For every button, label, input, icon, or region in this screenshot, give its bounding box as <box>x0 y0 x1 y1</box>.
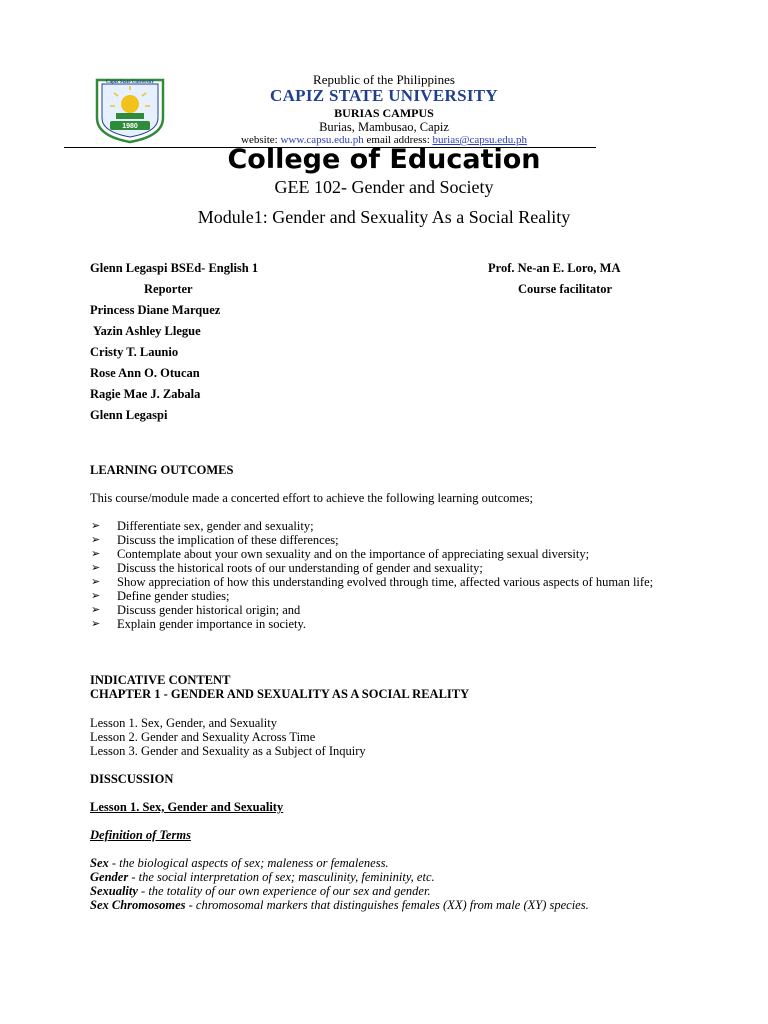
list-item <box>91 603 677 617</box>
university-name: CAPIZ STATE UNIVERSITY <box>270 86 498 105</box>
campus-address: Burias, Mambusao, Capiz <box>319 120 449 134</box>
learning-outcomes-list <box>91 519 677 631</box>
definition-term: Sexuality <box>90 884 138 898</box>
member-name: Glenn Legaspi <box>90 408 168 422</box>
member-name: Ragie Mae J. Zabala <box>90 387 201 401</box>
definition-term: Gender <box>90 870 129 884</box>
outcome-text: Discuss the implication of these differences; <box>117 533 339 547</box>
definition-term: Sex <box>90 856 109 870</box>
outcome-text: Define gender studies; <box>117 589 230 603</box>
arrow-bullet-icon: ➢ <box>91 548 101 560</box>
member-name: Princess Diane Marquez <box>90 303 221 317</box>
arrow-bullet-icon: ➢ <box>91 562 101 574</box>
definition-item <box>90 856 678 870</box>
list-item <box>91 519 677 533</box>
indicative-content-heading: INDICATIVE CONTENT <box>90 673 231 687</box>
website-label: website: <box>241 134 278 146</box>
list-item <box>91 561 677 575</box>
logo-year: 1980 <box>122 123 138 130</box>
list-item <box>91 617 677 631</box>
outcome-text: Show appreciation of how this understanding evolved through time, affected various aspects of human life; <box>117 575 654 589</box>
facilitator-name: Prof. Ne-an E. Loro, MA <box>488 261 621 275</box>
member-name: Cristy T. Launio <box>90 345 179 359</box>
facilitator-role: Course facilitator <box>518 282 613 296</box>
member-name: Rose Ann O. Otucan <box>90 366 200 380</box>
arrow-bullet-icon: ➢ <box>91 618 101 630</box>
lesson-item: Lesson 3. Gender and Sexuality as a Subject of Inquiry <box>90 744 366 758</box>
arrow-bullet-icon: ➢ <box>91 590 101 602</box>
member-name: Yazin Ashley Llegue <box>93 324 201 338</box>
email-link[interactable]: burias@capsu.edu.ph <box>432 134 527 146</box>
outcome-text: Explain gender importance in society. <box>117 617 307 631</box>
outcome-text: Differentiate sex, gender and sexuality; <box>117 519 314 533</box>
learning-outcomes-intro: This course/module made a concerted effort to achieve the following learning outcomes; <box>90 491 534 505</box>
definition-text: - chromosomal markers that distinguishes females (XX) from male (XY) species. <box>185 898 589 912</box>
definition-text: - the biological aspects of sex; maleness or femaleness. <box>108 856 389 870</box>
lesson-item: Lesson 2. Gender and Sexuality Across Time <box>90 730 316 744</box>
definition-item <box>90 898 678 912</box>
list-item <box>91 533 677 547</box>
discussion-heading: DISSCUSSION <box>90 772 174 786</box>
definition-text: - the social interpretation of sex; masculinity, femininity, etc. <box>128 870 435 884</box>
arrow-bullet-icon: ➢ <box>91 576 101 588</box>
republic-line: Republic of the Philippines <box>313 72 455 87</box>
definition-heading: Definition of Terms <box>90 828 191 842</box>
outcome-text: Contemplate about your own sexuality and on the importance of appreciating sexual diversity; <box>117 547 590 561</box>
lesson-item: Lesson 1. Sex, Gender, and Sexuality <box>90 716 277 730</box>
course-title: GEE 102- Gender and Society <box>274 177 494 197</box>
college-title: College of Education <box>227 144 541 175</box>
chapter-title: CHAPTER 1 - GENDER AND SEXUALITY AS A SOCIAL REALITY <box>90 687 470 701</box>
outcome-text: Discuss gender historical origin; and <box>117 603 301 617</box>
campus-name: BURIAS CAMPUS <box>334 106 434 120</box>
logo-text: Capiz State University <box>105 80 155 85</box>
list-item <box>91 575 677 589</box>
definition-text: - the totality of our own experience of our sex and gender. <box>137 884 431 898</box>
website-link[interactable]: www.capsu.edu.ph <box>280 134 364 146</box>
list-item <box>91 547 677 561</box>
definition-term: Sex Chromosomes <box>90 898 186 912</box>
definition-item <box>90 884 678 898</box>
lesson-heading: Lesson 1. Sex, Gender and Sexuality <box>90 800 284 814</box>
arrow-bullet-icon: ➢ <box>91 534 101 546</box>
list-item <box>91 589 677 603</box>
definition-item <box>90 870 678 884</box>
email-label: email address: <box>366 134 430 146</box>
reporter-role: Reporter <box>144 282 193 296</box>
reporter-name: Glenn Legaspi BSEd- English 1 <box>90 261 259 275</box>
learning-outcomes-heading: LEARNING OUTCOMES <box>90 463 234 477</box>
arrow-bullet-icon: ➢ <box>91 520 101 532</box>
module-title: Module1: Gender and Sexuality As a Social Reality <box>197 207 571 227</box>
outcome-text: Discuss the historical roots of our understanding of gender and sexuality; <box>117 561 483 575</box>
arrow-bullet-icon: ➢ <box>91 604 101 616</box>
